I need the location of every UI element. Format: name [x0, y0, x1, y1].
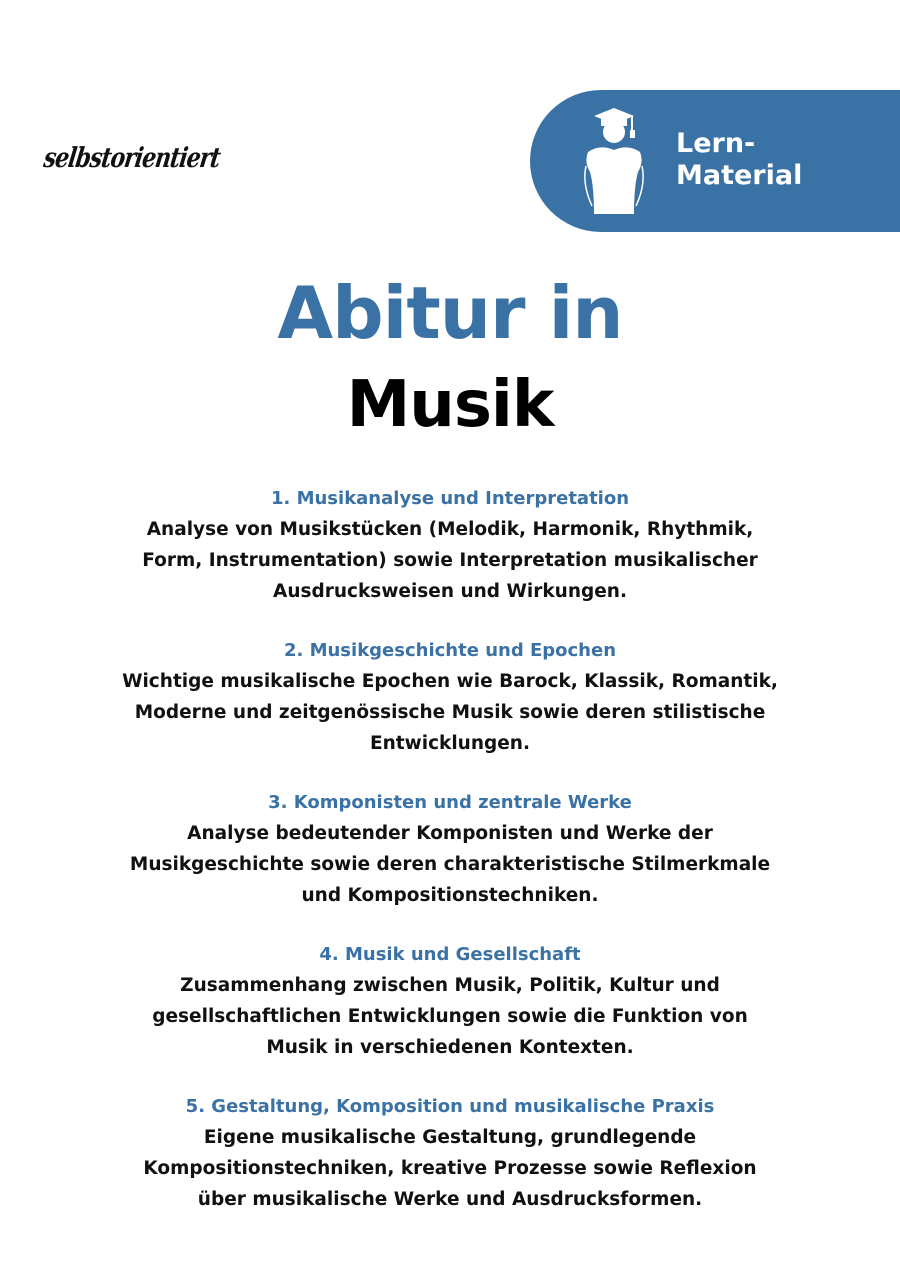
topic-heading: 1. Musikanalyse und Interpretation [270, 488, 630, 509]
lern-material-badge [530, 90, 900, 232]
topic-description [110, 818, 790, 911]
topic-heading: 3. Komponisten und zentrale Werke [268, 792, 632, 813]
topic-list [0, 484, 900, 1244]
badge-label-line1: Lern- [676, 128, 756, 159]
description-line: Analyse von Musikstücken (Melodik, Harmonik, Rhythmik, [146, 519, 754, 540]
description-line: Zusammenhang zwischen Musik, Politik, Kultur und [180, 975, 720, 996]
description-line: gesellschaftlichen Entwicklungen sowie die Funktion von [152, 1006, 748, 1027]
brand-logo: selbstorientiert [41, 141, 222, 175]
description-line: Analyse bedeutender Komponisten und Werke der [187, 823, 713, 844]
description-line: Musik in verschiedenen Kontexten. [266, 1037, 634, 1058]
description-line: Kompositionstechniken, kreative Prozesse sowie Reflexion [143, 1158, 757, 1179]
description-line: Musikgeschichte sowie deren charakteristische Stilmerkmale [129, 854, 771, 875]
topic-heading: 2. Musikgeschichte und Epochen [283, 640, 617, 661]
topic-section [0, 484, 900, 636]
topic-description [110, 1122, 790, 1215]
topic-section [0, 636, 900, 788]
topic-section [0, 1092, 900, 1244]
topic-description [110, 666, 790, 759]
topic-heading: 5. Gestaltung, Komposition und musikalische Praxis [185, 1096, 715, 1117]
topic-description [110, 514, 790, 607]
description-line: und Kompositionstechniken. [301, 885, 599, 906]
description-line: Ausdrucksweisen und Wirkungen. [273, 581, 627, 602]
description-line: Wichtige musikalische Epochen wie Barock, Klassik, Romantik, [122, 671, 778, 692]
page-title-line2: Musik [346, 368, 554, 442]
description-line: Entwicklungen. [369, 733, 531, 754]
badge-label [676, 128, 802, 192]
topic-description [110, 970, 790, 1063]
topic-section [0, 788, 900, 940]
description-line: Moderne und zeitgenössische Musik sowie deren stilistische [134, 702, 766, 723]
topic-heading: 4. Musik und Gesellschaft [319, 944, 581, 965]
description-line: über musikalische Werke und Ausdrucksformen. [197, 1189, 703, 1210]
description-line: Eigene musikalische Gestaltung, grundlegende [203, 1127, 697, 1148]
description-line: Form, Instrumentation) sowie Interpretation musikalischer [142, 550, 758, 571]
page-title-line1: Abitur in [277, 271, 623, 355]
topic-section [0, 940, 900, 1092]
badge-label-line2: Material [676, 160, 803, 191]
graduate-student-icon [580, 106, 646, 218]
